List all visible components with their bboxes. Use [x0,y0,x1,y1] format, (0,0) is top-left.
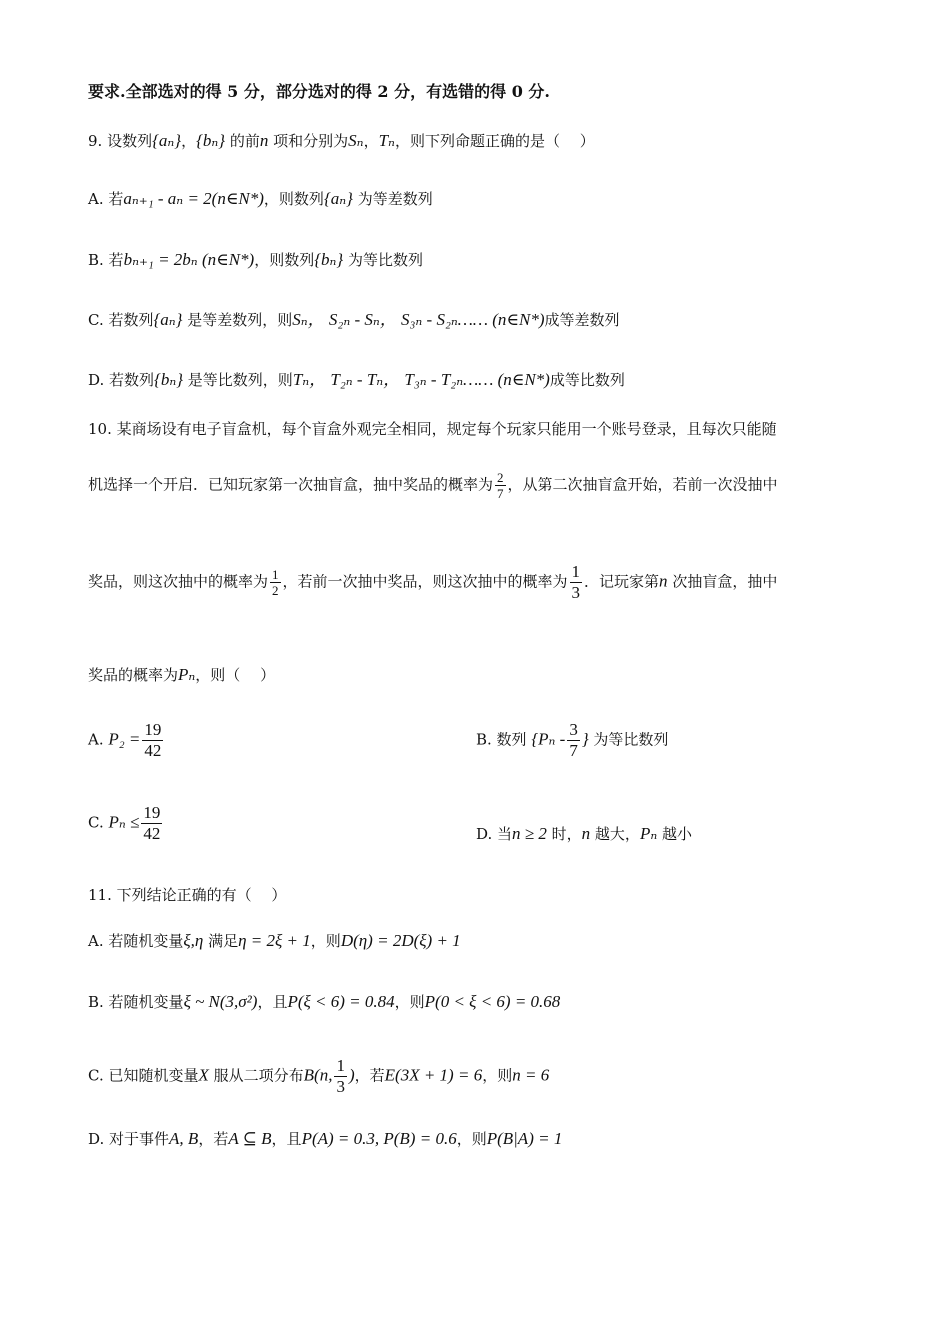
q11-a-math: ξ,η [183,931,204,950]
q11-c-math: X [198,1065,209,1085]
option-label: D. 若数列 [88,371,155,389]
option-text: ，则 [394,993,425,1011]
option-text: 满足 [203,932,239,950]
option-text: 越小 [657,825,692,843]
q11-c-math: (n, [314,1065,333,1085]
fraction-numerator: 1 [571,562,581,581]
option-text: ，且 [271,1130,302,1148]
q9-stem-text: ，则下列命题正确的是（ ） [394,132,595,150]
q10-a-math: P₂ = [108,729,141,749]
q11-b-math: P(ξ < 6) = 0.84 [287,992,395,1011]
q11-option-d [88,1128,562,1150]
q10-Pn: Pₙ [178,665,196,684]
option-label: B. 若 [88,251,124,269]
scoring-requirement: 要求.全部选对的得 5 分，部分选对的得 2 分，有选错的得 0 分. [88,82,550,101]
fraction-1-3 [570,562,583,603]
q9-option-b [88,249,423,271]
q9-sep: ， [363,132,379,150]
option-text: 成等比数列 [549,371,625,389]
fraction-denominator: 7 [497,486,504,501]
q11-b-math: ξ ~ N(3,σ²) [183,992,258,1011]
q11-stem: 11. 下列结论正确的有（ ） [88,886,287,904]
option-text: ，若 [198,1130,229,1148]
fraction-numerator: 19 [143,803,161,822]
option-label: D. 对于事件 [88,1130,170,1148]
option-text: 为等比数列 [588,730,669,749]
q10-text: 奖品的概率为 [88,666,179,684]
option-text: 时， [546,825,582,843]
fraction-3-7 [567,720,580,761]
option-label: C. [88,813,104,832]
option-text: 是等差数列，则 [182,311,293,329]
fraction-denominator: 7 [569,741,578,760]
q10-option-c [88,803,164,844]
q10-text: ．记玩家第 [584,572,660,591]
q10-line2 [88,470,778,501]
fraction-numerator: 19 [144,720,162,739]
fraction-1-3 [334,1056,347,1097]
fraction-2-7 [495,470,506,501]
q11-c-math: E(3X + 1) = 6 [384,1065,483,1085]
option-label: A. [88,730,104,749]
fraction-19-42 [141,803,162,844]
fraction-denominator: 42 [143,824,161,843]
option-text: 为等比数列 [343,251,423,269]
option-text: 越大， [590,825,640,843]
q11-option-c [88,1056,549,1097]
q9-option-d [88,369,625,391]
q9-seq-b: {bₙ} [196,131,226,150]
q11-c-math: n = 6 [512,1065,550,1085]
q9-b-math: bₙ₊₁ = 2bₙ (n∈N*) [123,250,255,269]
fraction-numerator: 1 [336,1056,345,1075]
q10-d-math: Pₙ [639,824,658,843]
q10-option-a [88,720,165,761]
q11-option-a [88,930,461,952]
q11-a-math: η = 2ξ + 1 [238,931,311,950]
q9-Tn: Tₙ [378,131,395,150]
q10-text: ，则（ ） [195,666,276,684]
option-text: 成等差数列 [544,311,620,329]
q9-n: n [259,131,269,150]
q11-d-math: P(B|A) = 1 [486,1129,563,1148]
fraction-numerator: 3 [569,720,578,739]
fraction-denominator: 3 [571,583,581,602]
q11-d-math: A, B [169,1129,199,1148]
option-text: ，则 [310,932,341,950]
q10-text: ，若前一次抽中奖品，则这次抽中的概率为 [282,572,568,591]
q10-text: 奖品，则这次抽中的概率为 [88,572,269,591]
q9-stem-text: 9. 设数列 [88,132,153,150]
q10-b-math: } [581,729,589,749]
q9-c-seq: {aₙ} [153,310,183,329]
q10-line4 [88,664,275,686]
option-label: B. 若随机变量 [88,993,184,1011]
fraction-denominator: 42 [144,741,162,760]
q9-d-seq: {bₙ} [154,370,184,389]
q9-option-c [88,309,620,331]
q11-c-math: B [303,1065,315,1085]
fraction-19-42 [142,720,163,761]
option-text: ，则数列 [254,251,315,269]
fraction-denominator: 2 [272,583,279,598]
q10-n: n [659,571,668,591]
q11-c-math: ) [348,1065,355,1085]
q10-d-math: n ≥ 2 [512,824,547,843]
option-label: C. 若数列 [88,311,154,329]
q10-d-math: n [581,824,591,843]
option-text: 服从二项分布 [208,1066,304,1085]
q9-a-math: aₙ₊₁ - aₙ = 2(n∈N*) [123,189,264,208]
q10-option-d [476,823,692,845]
q9-stem [88,130,595,152]
option-text: ，且 [257,993,288,1011]
option-text: 是等比数列，则 [183,371,293,389]
fraction-denominator: 3 [336,1077,345,1096]
option-text: ，则数列 [263,190,324,208]
fraction-numerator: 1 [272,567,279,582]
q9-b-seq: {bₙ} [314,250,344,269]
q9-Sn: Sₙ [348,131,364,150]
q10-text: ，从第二次抽盲盒开始，若前一次没抽中 [507,475,778,494]
option-label: D. 当 [476,825,513,843]
q10-c-math: Pₙ ≤ [108,812,140,832]
q11-b-math: P(0 < ξ < 6) = 0.68 [424,992,561,1011]
q10-line3 [88,562,777,603]
fraction-1-2 [270,567,281,598]
q10-line1: 10. 某商场设有电子盲盒机，每个盲盒外观完全相同，规定每个玩家只能用一个账号登录，且每次只能随 [88,420,777,438]
option-label: A. 若随机变量 [88,932,184,950]
q9-stem-text: 项和分别为 [268,132,349,150]
q11-option-b [88,991,560,1013]
q9-seq-a: {aₙ} [152,131,182,150]
option-text: 为等差数列 [352,190,433,208]
option-label: B. 数列 [476,730,527,749]
q9-sep: ， [181,132,197,150]
option-text: ，则 [456,1130,487,1148]
q9-stem-text: 的前 [225,132,260,150]
q10-text: 次抽盲盒，抽中 [667,572,778,591]
q11-d-math: P(A) = 0.3, P(B) = 0.6 [301,1129,457,1148]
q11-d-math: A ⊆ B [228,1129,272,1148]
fraction-numerator: 2 [497,470,504,485]
option-label: C. 已知随机变量 [88,1066,199,1085]
q9-c-math: Sₙ， S₂ₙ - Sₙ， S₃ₙ - S₂ₙ…… (n∈N*) [292,310,545,329]
q10-option-b [476,720,668,761]
q9-d-math: Tₙ， T₂ₙ - Tₙ， T₃ₙ - T₂ₙ…… (n∈N*) [292,370,550,389]
option-label: A. 若 [88,190,124,208]
q9-option-a [88,188,433,210]
q11-a-math: D(η) = 2D(ξ) + 1 [340,931,461,950]
option-text: ，则 [482,1066,513,1085]
q10-b-math: {Pₙ - [531,729,566,749]
q9-a-seq: {aₙ} [323,189,353,208]
q10-text: 机选择一个开启．已知玩家第一次抽盲盒，抽中奖品的概率为 [88,475,494,494]
option-text: ，若 [354,1066,385,1085]
